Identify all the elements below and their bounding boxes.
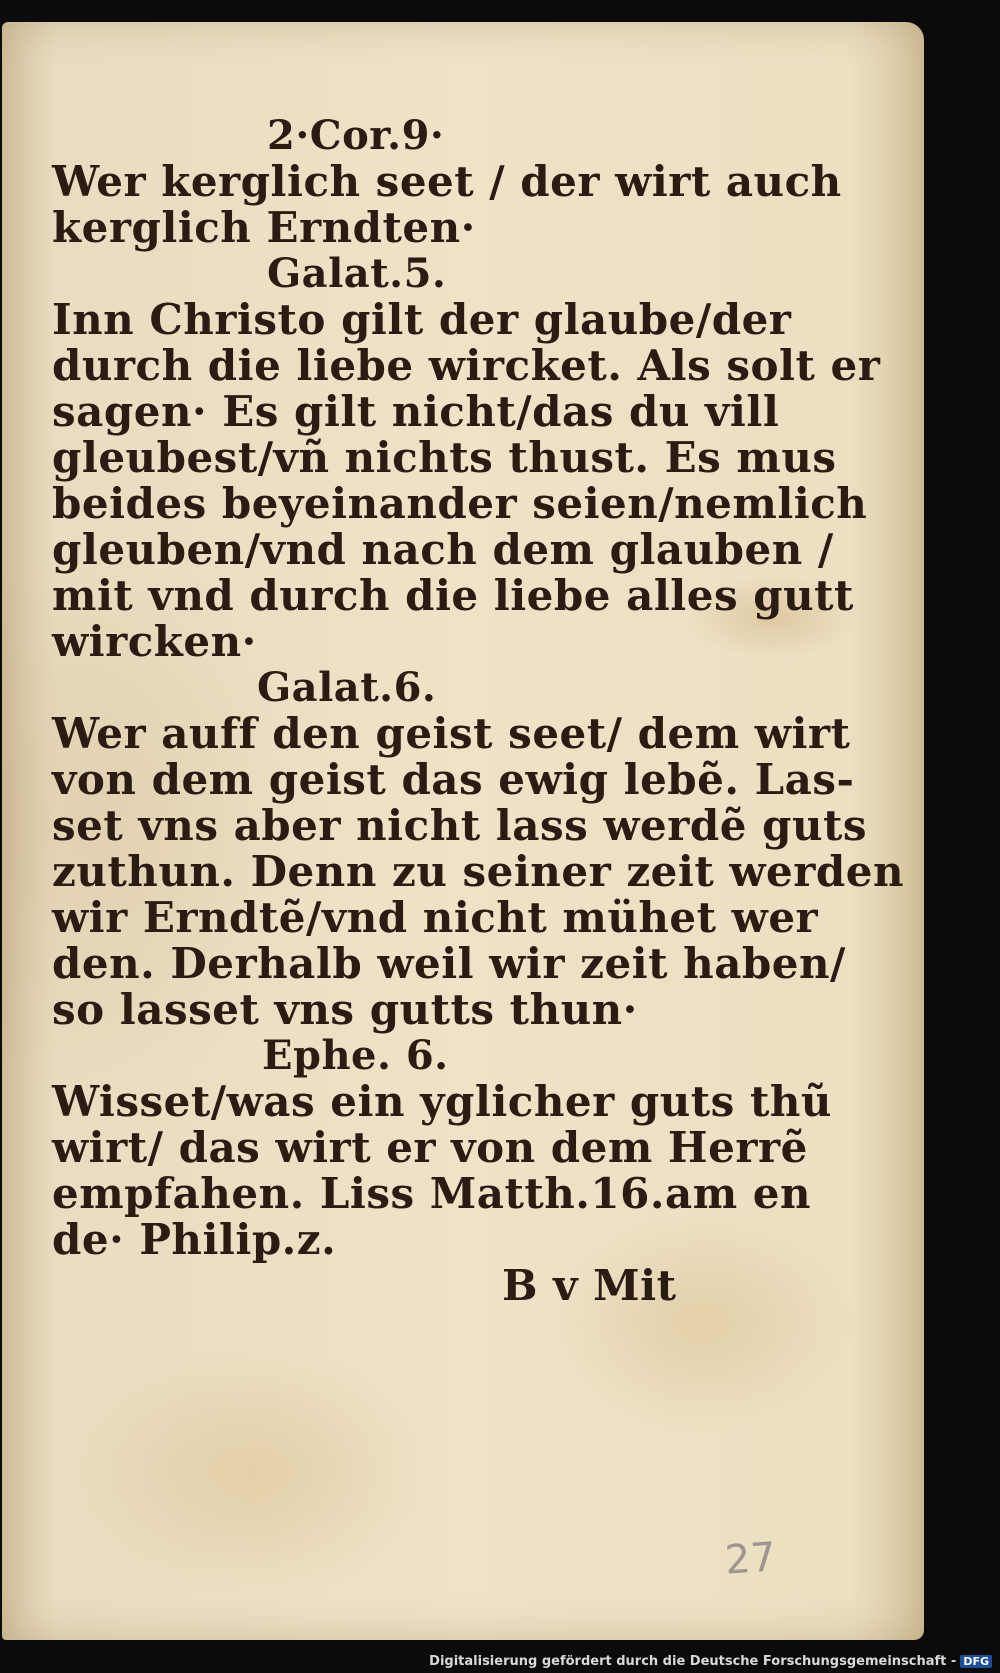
text-line: kerglich Erndten· <box>52 203 476 252</box>
text-line: wircken· <box>52 617 257 666</box>
text-line: mit vnd durch die liebe alles gutt <box>52 571 854 620</box>
text-line: beides beyeinander seien/nemlich <box>52 479 868 528</box>
text-line: gleubest/vñ nichts thust. Es mus <box>52 433 837 482</box>
reference-heading: Ephe. 6. <box>262 1032 449 1079</box>
reference-heading: 2·Cor.9· <box>267 112 445 159</box>
text-line: zuthun. Denn zu seiner zeit werden <box>52 847 904 896</box>
text-line: den. Derhalb weil wir zeit haben/ <box>52 939 846 988</box>
text-line: Wer auff den geist seet/ dem wirt <box>52 709 851 758</box>
text-line: von dem geist das ewig lebẽ. Las- <box>52 755 855 804</box>
text-line: Wer kerglich seet / der wirt auch <box>52 157 842 206</box>
book-page <box>2 22 924 1640</box>
text-line: de· Philip.z. <box>52 1215 337 1264</box>
reference-heading: Galat.5. <box>267 250 447 297</box>
text-line: Inn Christo gilt der glaube/der <box>52 295 792 344</box>
text-line: wir Erndtẽ/vnd nicht mühet wer <box>52 893 819 942</box>
dfg-logo-badge: DFG <box>960 1655 992 1668</box>
text-line: set vns aber nicht lass werdẽ guts <box>52 801 868 850</box>
text-line: wirt/ das wirt er von dem Herrẽ <box>52 1123 808 1172</box>
credit-text: Digitalisierung gefördert durch die Deutsche Forschungsgemeinschaft - <box>429 1654 957 1669</box>
pencil-folio-number: 27 <box>723 1534 778 1584</box>
text-line: Wisset/was ein yglicher guts thũ <box>52 1077 832 1126</box>
catchword-signature: B v Mit <box>502 1261 677 1310</box>
text-line: durch die liebe wircket. Als solt er <box>52 341 881 390</box>
reference-heading: Galat.6. <box>257 664 437 711</box>
digitization-credit <box>0 1654 992 1669</box>
text-line: so lasset vns gutts thun· <box>52 985 638 1034</box>
text-line: gleuben/vnd nach dem glauben / <box>52 525 834 574</box>
text-line: empfahen. Liss Matth.16.am en <box>52 1169 812 1218</box>
text-line: sagen· Es gilt nicht/das du vill <box>52 387 780 436</box>
